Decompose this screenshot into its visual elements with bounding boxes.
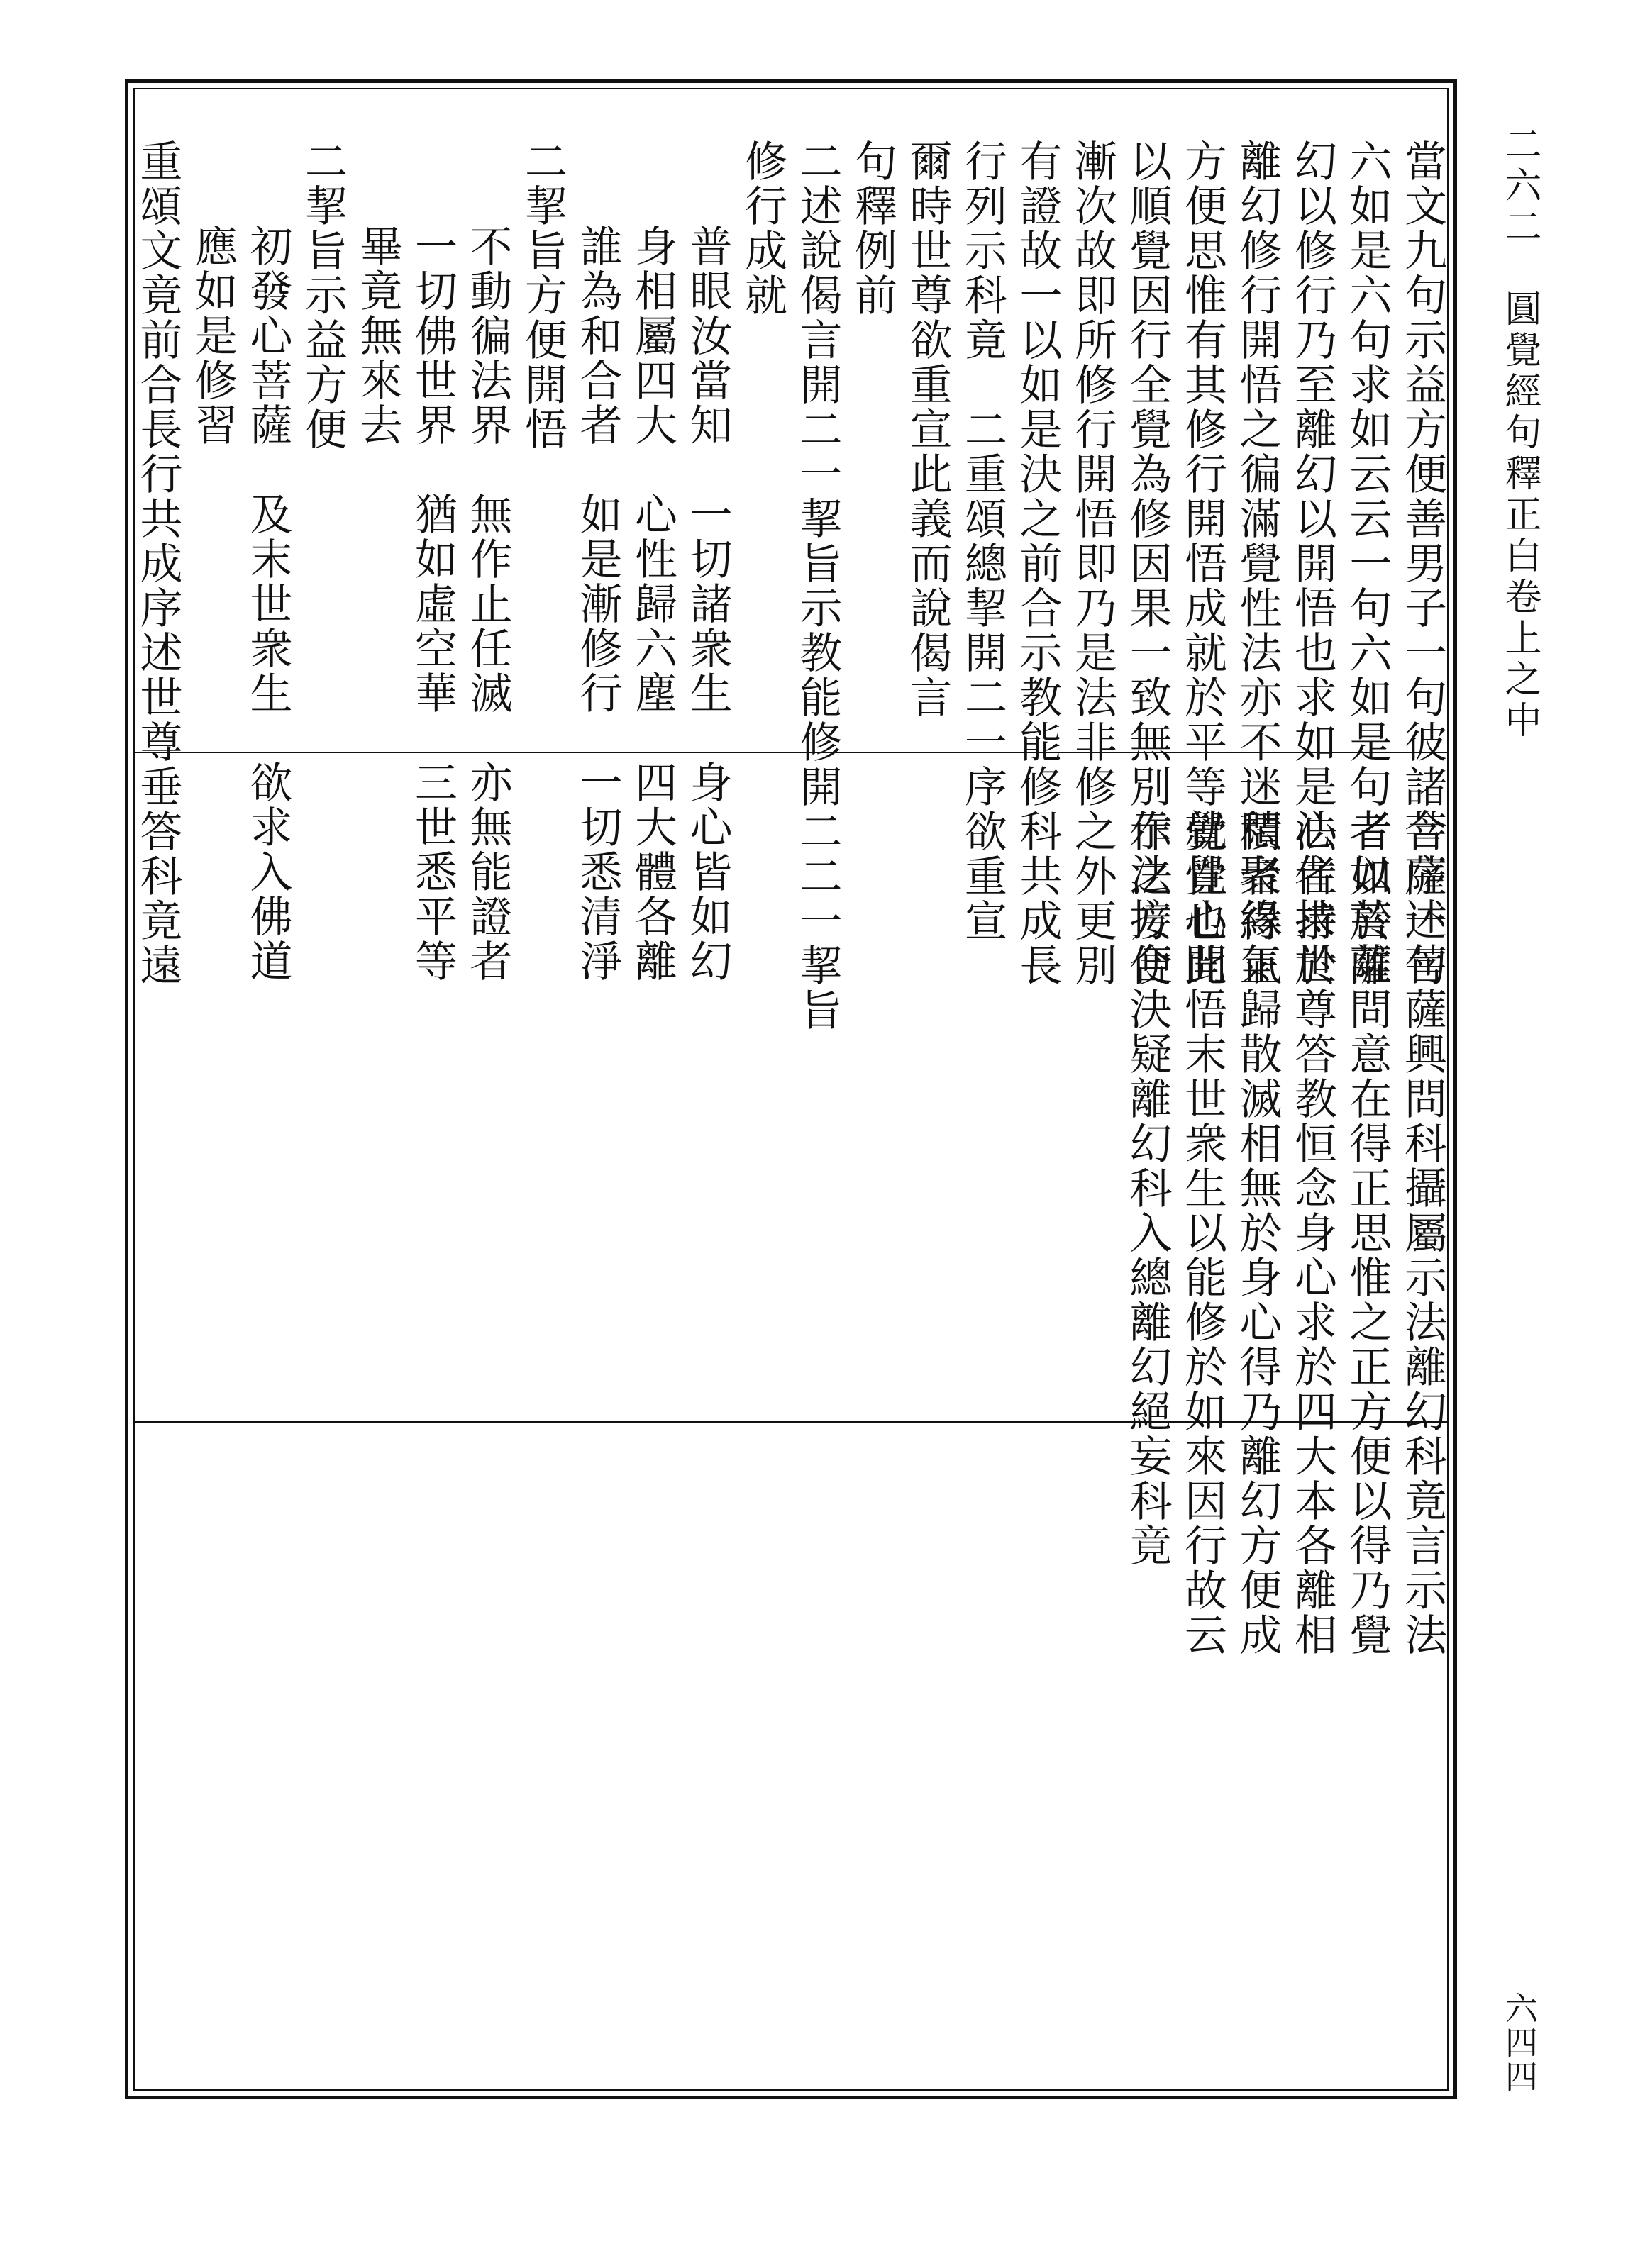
verse-column: 應如是修習	[188, 224, 238, 448]
text-column: 二述說偈言開二一挈旨示教能修開二二一挈旨	[792, 139, 843, 1033]
running-head: 二六二 圓覺經句釋正白卷上之中	[1498, 125, 1541, 742]
text-column: 當文九句示益方便善男子一句彼諸菩薩一句	[1397, 139, 1447, 988]
verse-column: 不動徧法界 無作止任滅 亦無能證者	[463, 224, 513, 984]
text-column: 漸次故即所修行開悟即乃是法非修之外更別	[1068, 139, 1117, 988]
text-column: 重頌文竟前合長行共成序述世尊垂答科竟遠	[133, 139, 183, 988]
text-column: 修行成就	[738, 139, 787, 318]
text-column: 行列示科竟 二重頌總挈開二一序欲重宣	[958, 139, 1007, 943]
text-column: 方便思惟有其修行開悟成就於平等覺性也此	[1178, 139, 1227, 988]
text-column: 示法接合決疑離幻科入總離幻絕妄科竟	[1122, 808, 1173, 1568]
verse-column: 初發心菩薩 及末世衆生 欲求入佛道	[243, 224, 293, 984]
text-column: 句釋例前	[848, 139, 897, 318]
text-column: 以順覺因行全覺為修因果一致無別作之方便	[1122, 139, 1173, 988]
text-column: 六如是六句求如云云一句六如是句者如於離	[1342, 139, 1392, 988]
middle-register-text	[1119, 808, 1449, 1657]
text-column: 心住持世尊答教恒念身心求於四大本各離相	[1288, 808, 1337, 1657]
text-column: 就覺心開悟末世衆生以能修於如來因行故云	[1178, 808, 1227, 1657]
text-column: 合序述菩薩興問科攝屬示法離幻科竟言示法	[1397, 808, 1447, 1657]
verse-column: 一切佛世界 猶如虛空華 三世悉平等	[408, 224, 458, 984]
upper-register-text	[130, 139, 1449, 1033]
text-column: 爾時世尊欲重宣此義而說偈言	[902, 139, 953, 720]
text-column: 二挈旨示益方便	[298, 139, 348, 452]
text-column: 積聚緣氣歸散滅相無於身心得乃離幻方便成	[1232, 808, 1283, 1657]
verse-column: 誰為和合者 如是漸修行 一切悉清淨	[572, 224, 623, 984]
verse-column: 畢竟無來去	[353, 224, 403, 448]
text-column: 離幻修行開悟之徧滿覺性法亦不迷悶者得正	[1232, 139, 1283, 988]
page-number: 六四四	[1500, 1991, 1539, 2094]
text-column: 二挈旨方便開悟	[518, 139, 567, 452]
verse-column: 身相屬四大 心性歸六塵 四大體各離	[628, 224, 677, 984]
text-column: 有證故一以如是決之前合示教能修科共成長	[1012, 139, 1063, 988]
text-column: 者以菩薩問意在得正思惟之正方便以得乃覺	[1342, 808, 1392, 1657]
verse-column: 普眼汝當知 一切諸衆生 身心皆如幻	[682, 224, 733, 984]
text-column: 幻以修行乃至離幻以開悟也求如是法者求於	[1288, 139, 1337, 988]
